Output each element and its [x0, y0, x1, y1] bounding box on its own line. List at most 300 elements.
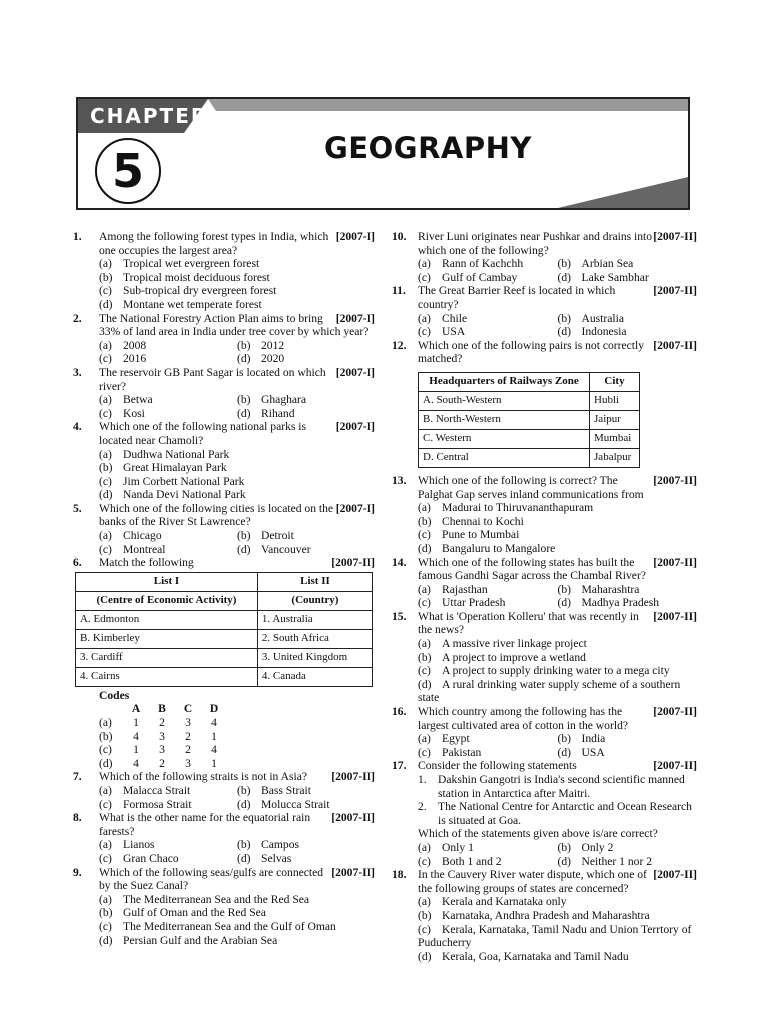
codes-cell: 2 [185, 729, 191, 743]
option-text: Indonesia [581, 325, 627, 339]
codes-header [99, 702, 375, 716]
chapter-label: CHAPTER [90, 104, 209, 128]
option-text: Great Himalayan Park [123, 461, 227, 475]
question-number: 2. [73, 311, 82, 325]
year-tag: [2007-I] [335, 230, 375, 243]
options-grid [392, 312, 697, 339]
option-label: (a) [99, 529, 112, 543]
option-text: A massive river linkage project [442, 637, 587, 651]
option [99, 543, 237, 557]
option [73, 284, 375, 298]
table-cell: 1. Australia [257, 610, 372, 629]
option-label: (a) [418, 257, 431, 271]
option-label: (c) [99, 406, 112, 420]
option-label: (a) [418, 501, 431, 515]
option [558, 732, 698, 746]
option [558, 325, 698, 339]
codes-block [73, 689, 375, 771]
option-text: Montane wet temperate forest [123, 297, 262, 311]
question-text: Consider the following statements [418, 759, 577, 773]
option [418, 746, 558, 760]
option [73, 448, 375, 462]
codes-cell: 1 [133, 716, 139, 730]
table-header: Headquarters of Railways Zone [419, 372, 590, 391]
option-label: (b) [557, 582, 572, 596]
table-subheader: (Country) [257, 591, 372, 610]
option [237, 352, 375, 366]
option [73, 920, 375, 934]
option [392, 637, 697, 651]
table-row [76, 629, 373, 648]
option-label: (d) [99, 297, 113, 311]
question-text: Which one of the following cities is located on the banks of the River St Lawrence? [99, 501, 334, 529]
option [237, 339, 375, 353]
question-stem [73, 770, 375, 784]
option-text: Kerala and Karnataka only [442, 895, 567, 909]
table-subheader: (Centre of Economic Activity) [76, 591, 258, 610]
option-label: (a) [418, 895, 431, 909]
options-grid [392, 841, 697, 868]
option [392, 895, 697, 909]
option [99, 339, 237, 353]
option-label: (b) [99, 906, 113, 920]
option [392, 950, 697, 964]
option-label: (b) [418, 650, 432, 664]
option [99, 352, 237, 366]
option-label: (d) [237, 352, 251, 366]
option-label: (b) [237, 838, 251, 852]
option [73, 298, 375, 312]
option-text: Ghaghara [261, 393, 307, 407]
option-label: (b) [557, 311, 572, 325]
option-text: Selvas [261, 851, 292, 865]
question-stem [73, 366, 375, 393]
option-label: (a) [418, 732, 431, 746]
question-stem [73, 866, 375, 893]
question-number: 4. [73, 420, 82, 434]
question-stem [73, 811, 375, 838]
table-cell: Jabalpur [590, 448, 640, 467]
year-tag: [2007-II] [653, 230, 697, 243]
option-text: Detroit [261, 529, 294, 543]
codes-row [99, 743, 375, 757]
codes-cell: 3 [185, 716, 191, 730]
option-text: 2008 [123, 338, 147, 352]
question-text: The National Forestry Action Plan aims to bring 33% of land area in India under tree cover by which year? [99, 311, 369, 339]
option-text: Karnataka, Andhra Pradesh and Maharashtra [442, 908, 650, 922]
table-row [76, 648, 373, 667]
year-tag: [2007-II] [653, 759, 697, 773]
option-label: (d) [557, 270, 572, 284]
option-label: (d) [418, 949, 432, 963]
codes-cell: 4 [211, 716, 217, 730]
codes-cell: 4 [133, 756, 139, 770]
table-cell: A. Edmonton [76, 610, 258, 629]
question-number: 17. [392, 759, 407, 773]
question-16 [392, 705, 697, 759]
question-11 [392, 284, 697, 338]
option [558, 596, 698, 610]
question-stem [392, 556, 697, 583]
codes-row [99, 716, 375, 730]
year-tag: [2007-II] [331, 556, 375, 570]
option-label: (d) [237, 851, 251, 865]
option-label: (a) [99, 393, 112, 407]
options-grid [73, 784, 375, 811]
option-text: Formosa Strait [123, 797, 192, 811]
question-stem [392, 705, 697, 732]
question-text: Which of the following seas/gulfs are connected by the Suez Canal? [99, 865, 324, 893]
table-row [76, 610, 373, 629]
option-text: Kerala, Goa, Karnataka and Tamil Nadu [442, 949, 629, 963]
option-label: (b) [237, 529, 251, 543]
codes-cell: 1 [211, 729, 217, 743]
question-text: Which of the following straits is not in Asia? [99, 770, 308, 784]
option-text: Gulf of Oman and the Red Sea [123, 906, 266, 920]
option-label: (c) [418, 664, 431, 678]
question-number: 18. [392, 868, 407, 882]
option-label: (c) [99, 851, 112, 865]
question-14 [392, 556, 697, 610]
year-tag: [2007-II] [331, 811, 375, 825]
question-text: River Luni originates near Pushkar and drains into which one of the following? [418, 230, 653, 257]
table-cell: 2. South Africa [257, 629, 372, 648]
option [558, 312, 698, 326]
year-tag: [2007-I] [335, 311, 375, 325]
codes-col: C [183, 702, 193, 716]
option [418, 855, 558, 869]
year-tag: [2007-II] [331, 865, 375, 879]
question-text: Among the following forest types in India, which one occupies the largest area? [99, 230, 329, 257]
option [392, 678, 697, 705]
option-label: (c) [418, 854, 431, 868]
question-stem [392, 759, 697, 773]
question-stem [392, 868, 697, 895]
option [418, 732, 558, 746]
year-tag: [2007-II] [653, 338, 697, 352]
option-text: Malacca Strait [123, 784, 191, 797]
question-text: What is the other name for the equatorial rain farests? [99, 811, 311, 838]
option [73, 893, 375, 907]
option-label: (d) [237, 542, 251, 556]
option-text: Only 2 [581, 840, 614, 854]
statement [392, 800, 697, 827]
question-stem [392, 230, 697, 257]
option-label: (a) [418, 311, 431, 325]
option [237, 798, 375, 812]
option-label: (d) [418, 541, 432, 555]
question-text: The Great Barrier Reef is located in which country? [418, 284, 616, 311]
question-number: 1. [73, 230, 82, 243]
option-label: (d) [99, 933, 113, 947]
option-label: (c) [99, 919, 112, 933]
option-text: Madhya Pradesh [581, 596, 660, 610]
option-label: (d) [418, 677, 432, 691]
question-number: 7. [73, 770, 82, 784]
option-label: (d) [557, 745, 572, 759]
question-number: 11. [392, 284, 406, 298]
question-15 [392, 610, 697, 705]
chapter-title: GEOGRAPHY [324, 131, 532, 165]
option-label: (c) [418, 528, 431, 542]
zone-table [418, 372, 640, 468]
question-number: 5. [73, 501, 82, 515]
codes-col: A [131, 702, 141, 716]
option [392, 528, 697, 542]
question-text: In the Cauvery River water dispute, which one of the following groups of states are concerned? [418, 868, 647, 895]
question-12 [392, 339, 697, 468]
codes-row [99, 757, 375, 771]
option-text: 2012 [261, 338, 285, 352]
codes-col: D [209, 702, 219, 716]
option [392, 651, 697, 665]
options-grid [73, 393, 375, 420]
option-label: (a) [99, 447, 112, 461]
year-tag: [2007-I] [335, 420, 375, 434]
codes-cell: 2 [159, 716, 165, 730]
codes-cell: 3 [159, 743, 165, 757]
option-text: Persian Gulf and the Arabian Sea [123, 933, 278, 947]
option [418, 596, 558, 610]
option-label: (d) [237, 406, 251, 420]
option [99, 407, 237, 421]
codes-cell: 1 [133, 743, 139, 757]
option [73, 461, 375, 475]
option-label: (b) [237, 393, 251, 407]
option-text: Pune to Mumbai [442, 528, 520, 542]
option-label: (c) [99, 352, 112, 366]
option-label: (c) [418, 596, 431, 610]
table-cell: D. Central [419, 448, 590, 467]
option-label: (c) [418, 325, 431, 339]
option-text: Lake Sambhar [581, 270, 649, 284]
option-text: Molucca Strait [261, 797, 330, 811]
option-text: Bass Strait [261, 784, 311, 797]
question-text: What is 'Operation Kolleru' that was recently in the news? [418, 609, 639, 637]
option [558, 746, 698, 760]
option-label: (d) [237, 797, 251, 811]
option [237, 393, 375, 407]
option-text: India [581, 732, 606, 746]
option [558, 257, 698, 271]
question-number: 14. [392, 555, 407, 569]
statement-number: 1. [418, 773, 427, 786]
option-label: (c) [418, 745, 431, 759]
question-17 [392, 759, 697, 868]
option-text: Nanda Devi National Park [123, 488, 246, 502]
statement [392, 773, 697, 800]
table-cell: 3. United Kingdom [257, 648, 372, 667]
option-text: Tropical wet evergreen forest [123, 257, 260, 271]
option [237, 838, 375, 852]
question-3 [73, 366, 375, 420]
question-stem [73, 230, 375, 257]
option-label: (b) [557, 257, 572, 271]
option [418, 257, 558, 271]
table-cell: B. North-Western [419, 410, 590, 429]
option [558, 841, 698, 855]
option-label: (c) [99, 474, 112, 488]
question-stem [73, 502, 375, 529]
table-cell: 4. Canada [257, 667, 372, 686]
option-text: Rann of Kachchh [442, 257, 524, 271]
option-text: Chennai to Kochi [442, 514, 524, 528]
codes-cell: 2 [159, 756, 165, 770]
option-text: The Mediterranean Sea and the Red Sea [123, 892, 310, 906]
options-grid [73, 529, 375, 556]
table-cell: Hubli [590, 391, 640, 410]
question-stem [392, 610, 697, 637]
question-9 [73, 866, 375, 948]
question-number: 3. [73, 365, 82, 379]
option-text: Australia [581, 311, 624, 325]
question-stem [392, 284, 697, 311]
codes-cell: 2 [185, 743, 191, 757]
codes-col: B [158, 702, 166, 716]
codes-cell: 3 [159, 729, 165, 743]
option [237, 784, 375, 798]
option [99, 529, 237, 543]
table-cell: Mumbai [590, 429, 640, 448]
option-label: (b) [237, 338, 251, 352]
question-1 [73, 230, 375, 312]
options-grid [392, 732, 697, 759]
options-grid [73, 838, 375, 865]
codes-row [99, 730, 375, 744]
option-text: Gulf of Cambay [442, 270, 518, 284]
option [99, 784, 237, 798]
table-header: City [590, 372, 640, 391]
option-label: (a) [418, 637, 431, 651]
match-table [75, 572, 373, 687]
option-label: (d) [557, 325, 572, 339]
table-cell: C. Western [419, 429, 590, 448]
table-row [419, 410, 640, 429]
option-text: Dudhwa National Park [123, 447, 230, 461]
codes-cell: 4 [133, 729, 139, 743]
option-label: (d) [557, 596, 572, 610]
question-number: 9. [73, 865, 82, 879]
option [418, 271, 558, 285]
question-text: Match the following [99, 556, 194, 570]
option-text: Kosi [123, 406, 145, 420]
option [237, 529, 375, 543]
codes-cell: 4 [211, 743, 217, 757]
option [99, 393, 237, 407]
option [99, 798, 237, 812]
statement-text: Dakshin Gangotri is India's second scientific manned station in Antarctica after Maitri. [438, 773, 685, 800]
option-label: (b) [99, 461, 113, 475]
option-text: Maharashtra [581, 582, 640, 596]
option-text: A rural drinking water supply scheme of a southern state [418, 677, 681, 705]
options-grid [392, 257, 697, 284]
chapter-banner [76, 97, 690, 210]
option-text: USA [442, 325, 466, 339]
option-text: Bangaluru to Mangalore [442, 541, 556, 555]
option [73, 271, 375, 285]
option-text: Vancouver [261, 542, 311, 556]
codes-cell: (b) [99, 729, 113, 743]
option-label: (b) [557, 732, 572, 746]
table-cell: 3. Cardiff [76, 648, 258, 667]
question-text: Which one of the following national parks is located near Chamoli? [99, 420, 307, 447]
statement-text: The National Centre for Antarctic and Ocean Research is situated at Goa. [438, 800, 692, 827]
option-text: Lianos [123, 838, 155, 852]
statement-question: Which of the statements given above is/are correct? [418, 827, 658, 841]
option [418, 841, 558, 855]
option [392, 923, 697, 950]
codes-title: Codes [99, 688, 130, 702]
option [558, 855, 698, 869]
option-label: (d) [557, 854, 572, 868]
option-label: (a) [99, 338, 112, 352]
option-text: Chile [442, 311, 468, 325]
option-text: Egypt [442, 732, 470, 746]
year-tag: [2007-II] [331, 770, 375, 784]
option-label: (a) [418, 582, 431, 596]
option-text: Montreal [123, 542, 166, 556]
question-4 [73, 420, 375, 502]
year-tag: [2007-II] [653, 555, 697, 569]
question-text: Which country among the following has the largest cultivated area of cotton in the world? [418, 705, 629, 732]
option-text: A project to supply drinking water to a mega city [442, 664, 670, 678]
codes-cell: 3 [185, 756, 191, 770]
codes-cell: 1 [211, 756, 217, 770]
statement-number: 2. [418, 800, 427, 814]
question-stem [73, 312, 375, 339]
option-text: Pakistan [442, 745, 482, 759]
codes-cell: (a) [99, 716, 112, 730]
question-stem [73, 556, 375, 570]
table-row [419, 448, 640, 467]
option-label: (a) [418, 840, 431, 854]
table-header: List I [76, 572, 258, 591]
table-header: List II [257, 572, 372, 591]
option [99, 838, 237, 852]
option-label: (a) [99, 838, 112, 852]
year-tag: [2007-II] [653, 609, 697, 623]
option-label: (d) [99, 488, 113, 502]
option-label: (c) [99, 797, 112, 811]
option [73, 488, 375, 502]
table-row [419, 429, 640, 448]
table-cell: Jaipur [590, 410, 640, 429]
question-8 [73, 811, 375, 865]
option [73, 934, 375, 948]
year-tag: [2007-I] [335, 501, 375, 515]
option [237, 407, 375, 421]
option [558, 583, 698, 597]
option [392, 515, 697, 529]
option-text: Betwa [123, 393, 153, 407]
option [73, 475, 375, 489]
year-tag: [2007-II] [653, 473, 697, 487]
option [418, 325, 558, 339]
question-stem [392, 339, 697, 366]
option-text: Both 1 and 2 [442, 854, 502, 868]
option-text: USA [581, 745, 605, 759]
option-text: Rajasthan [442, 582, 488, 596]
option-text: Gran Chaco [123, 851, 179, 865]
question-number: 15. [392, 609, 407, 623]
table-cell: A. South-Western [419, 391, 590, 410]
option-label: (a) [99, 892, 112, 906]
option [73, 906, 375, 920]
question-10 [392, 230, 697, 284]
option [558, 271, 698, 285]
question-2 [73, 312, 375, 366]
option-label: (b) [237, 784, 251, 797]
